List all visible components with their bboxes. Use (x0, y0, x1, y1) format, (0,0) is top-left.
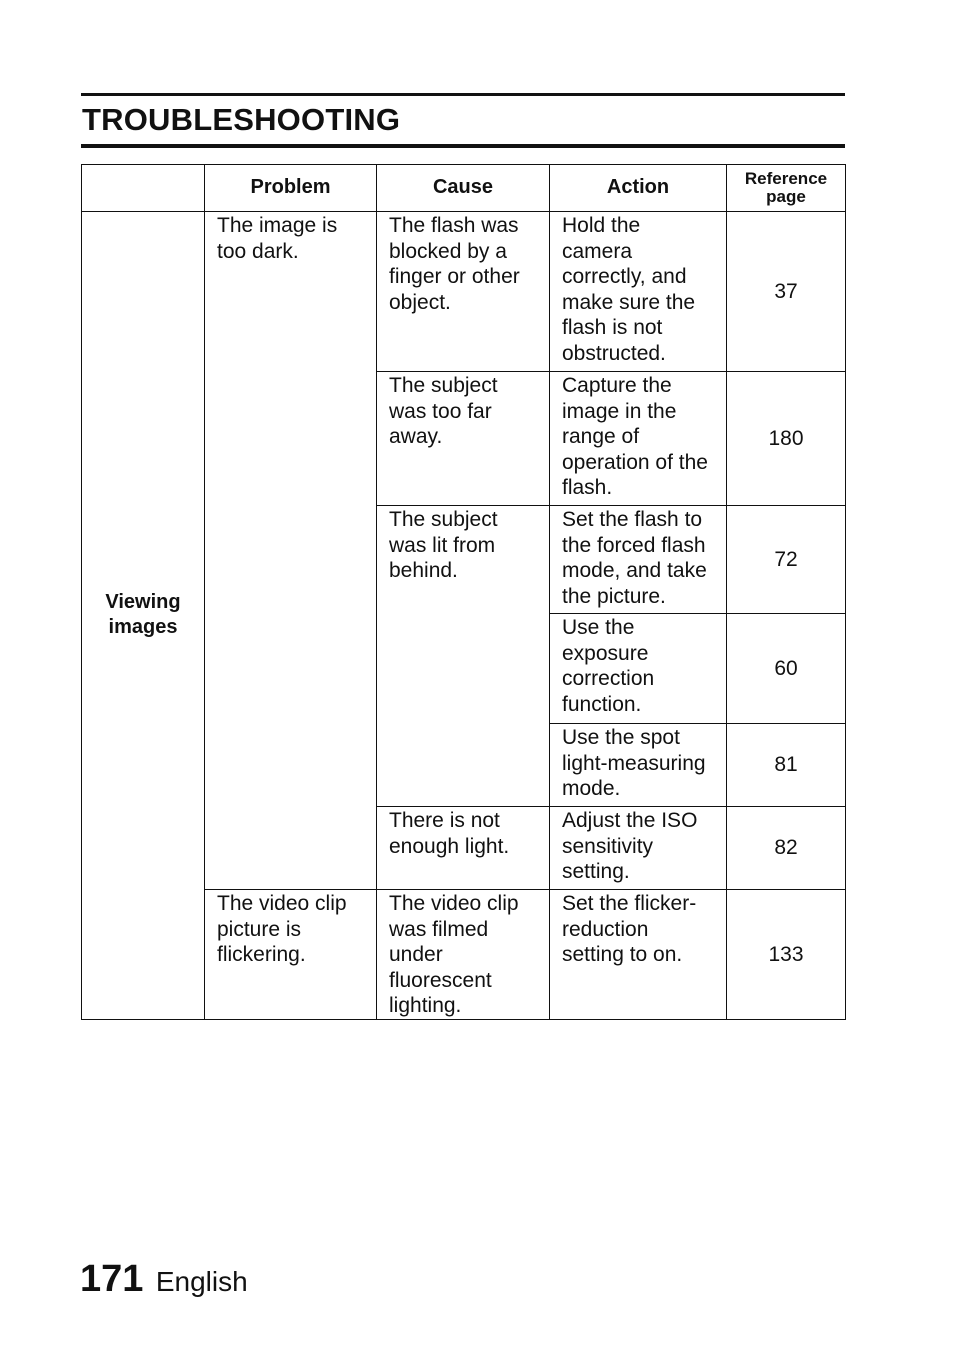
table-header-row (82, 165, 846, 212)
action-cell: Adjust the ISO sensitivity setting. (550, 807, 727, 890)
header-category (82, 165, 205, 212)
category-cell: Viewing images (82, 212, 205, 1020)
page-title: TROUBLESHOOTING (82, 102, 401, 137)
header-problem: Problem (205, 165, 377, 212)
page-footer (80, 1258, 248, 1301)
action-cell: Use the exposure correction function. (550, 614, 727, 724)
header-cause: Cause (377, 165, 550, 212)
troubleshooting-table (81, 164, 846, 1020)
cause-cell: The subject was too far away. (377, 372, 550, 506)
action-cell: Hold the camera correctly, and make sure the flash is not obstructed. (550, 212, 727, 372)
reference-page-cell: 60 (727, 614, 846, 724)
cause-cell: The subject was lit from behind. (377, 506, 550, 807)
action-cell: Set the flash to the forced flash mode, and take the picture. (550, 506, 727, 614)
cause-cell: The video clip was filmed under fluorescent lighting. (377, 890, 550, 1020)
reference-page-cell: 180 (727, 372, 846, 506)
reference-page-cell: 37 (727, 212, 846, 372)
action-cell: Set the flicker-reduction setting to on. (550, 890, 727, 1020)
reference-page-cell: 81 (727, 724, 846, 807)
action-cell: Capture the image in the range of operation of the flash. (550, 372, 727, 506)
table-row (82, 212, 846, 372)
title-rule-bottom (81, 144, 845, 148)
action-cell: Use the spot light-measuring mode. (550, 724, 727, 807)
header-action: Action (550, 165, 727, 212)
reference-page-cell: 72 (727, 506, 846, 614)
reference-page-cell: 82 (727, 807, 846, 890)
problem-cell: The video clip picture is flickering. (205, 890, 377, 1020)
language-label: English (155, 1266, 248, 1297)
problem-cell: The image is too dark. (205, 212, 377, 890)
header-reference-page: Reference page (727, 165, 846, 212)
page-number: 171 (80, 1258, 144, 1300)
cause-cell: There is not enough light. (377, 807, 550, 890)
title-rule-top (81, 93, 845, 96)
reference-page-cell: 133 (727, 890, 846, 1020)
cause-cell: The flash was blocked by a finger or other object. (377, 212, 550, 372)
